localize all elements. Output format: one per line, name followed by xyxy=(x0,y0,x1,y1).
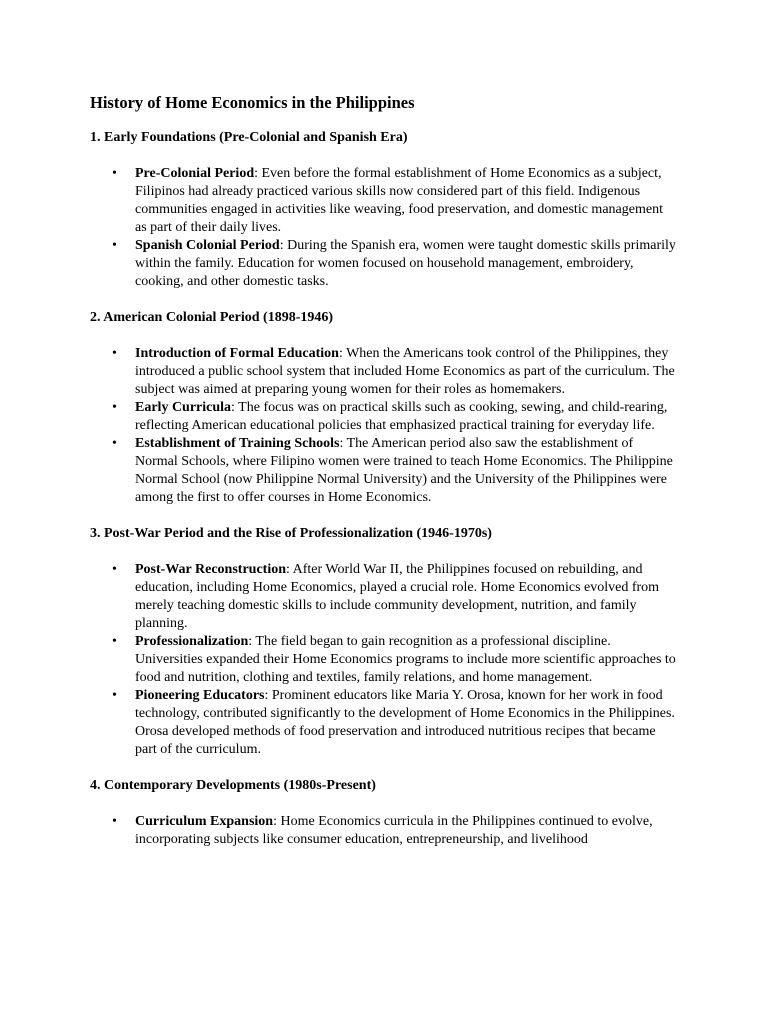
list-item xyxy=(135,345,678,399)
item-text: : The American period also saw the establishment of Normal Schools, where Filipino women were trained to teach Home Economics. The Philippine Normal School (now Philippine Normal University) and the University of the Philippines were among the first to offer courses in Home Economics. xyxy=(135,436,673,505)
item-term: Establishment of Training Schools xyxy=(135,436,340,451)
list-item xyxy=(135,237,678,291)
list-item xyxy=(135,813,678,849)
item-text: : Home Economics curricula in the Philippines continued to evolve, incorporating subjects like consumer education, entrepreneurship, and livelihood xyxy=(135,814,653,847)
item-term: Curriculum Expansion xyxy=(135,814,274,829)
list-item xyxy=(135,633,678,687)
list-item xyxy=(135,687,678,759)
item-text: : After World War II, the Philippines focused on rebuilding, and education, including Home Economics, played a crucial role. Home Economics evolved from merely teaching domestic skills to include community development, nutrition, and family planning. xyxy=(135,562,660,631)
section-heading: 2. American Colonial Period (1898-1946) xyxy=(90,310,334,325)
item-term: Pre-Colonial Period xyxy=(135,166,255,181)
bullet-list xyxy=(90,345,678,507)
list-item xyxy=(135,165,678,237)
section-heading: 4. Contemporary Developments (1980s-Present) xyxy=(90,778,376,793)
section-heading: 3. Post-War Period and the Rise of Professionalization (1946-1970s) xyxy=(90,526,492,541)
list-item xyxy=(135,435,678,507)
item-term: Spanish Colonial Period xyxy=(135,238,280,253)
section-heading: 1. Early Foundations (Pre-Colonial and Spanish Era) xyxy=(90,130,408,145)
item-term: Early Curricula xyxy=(135,400,232,415)
bullet-list xyxy=(90,561,678,759)
bullet-list xyxy=(90,813,678,849)
item-text: : When the Americans took control of the Philippines, they introduced a public school system that included Home Economics as part of the curriculum. The subject was aimed at preparing young women for their roles as homemakers. xyxy=(135,346,675,397)
item-term: Pioneering Educators xyxy=(135,688,265,703)
item-text: : During the Spanish era, women were taught domestic skills primarily within the family. Education for women focused on household management, embroidery, cooking, and other domestic tasks. xyxy=(135,238,676,289)
item-text: : Prominent educators like Maria Y. Orosa, known for her work in food technology, contributed significantly to the development of Home Economics in the Philippines. Orosa developed methods of food preservation and introduced nutritious recipes that became part of the curriculum. xyxy=(135,688,675,757)
item-term: Introduction of Formal Education xyxy=(135,346,339,361)
item-text: : Even before the formal establishment of Home Economics as a subject, Filipinos had already practiced various skills now considered part of this field. Indigenous communities engaged in activities like weaving, food preservation, and domestic management as part of their daily lives. xyxy=(135,166,663,235)
item-term: Professionalization xyxy=(135,634,249,649)
document-title: History of Home Economics in the Philippines xyxy=(90,93,415,112)
item-text: : The focus was on practical skills such as cooking, sewing, and child-rearing, reflecting American educational policies that emphasized practical training for everyday life. xyxy=(135,400,668,433)
list-item xyxy=(135,561,678,633)
item-term: Post-War Reconstruction xyxy=(135,562,286,577)
item-text: : The field began to gain recognition as a professional discipline. Universities expanded their Home Economics programs to include more scientific approaches to food and nutrition, clothing and textiles, family relations, and home management. xyxy=(135,634,676,685)
bullet-list xyxy=(90,165,678,291)
list-item xyxy=(135,399,678,435)
